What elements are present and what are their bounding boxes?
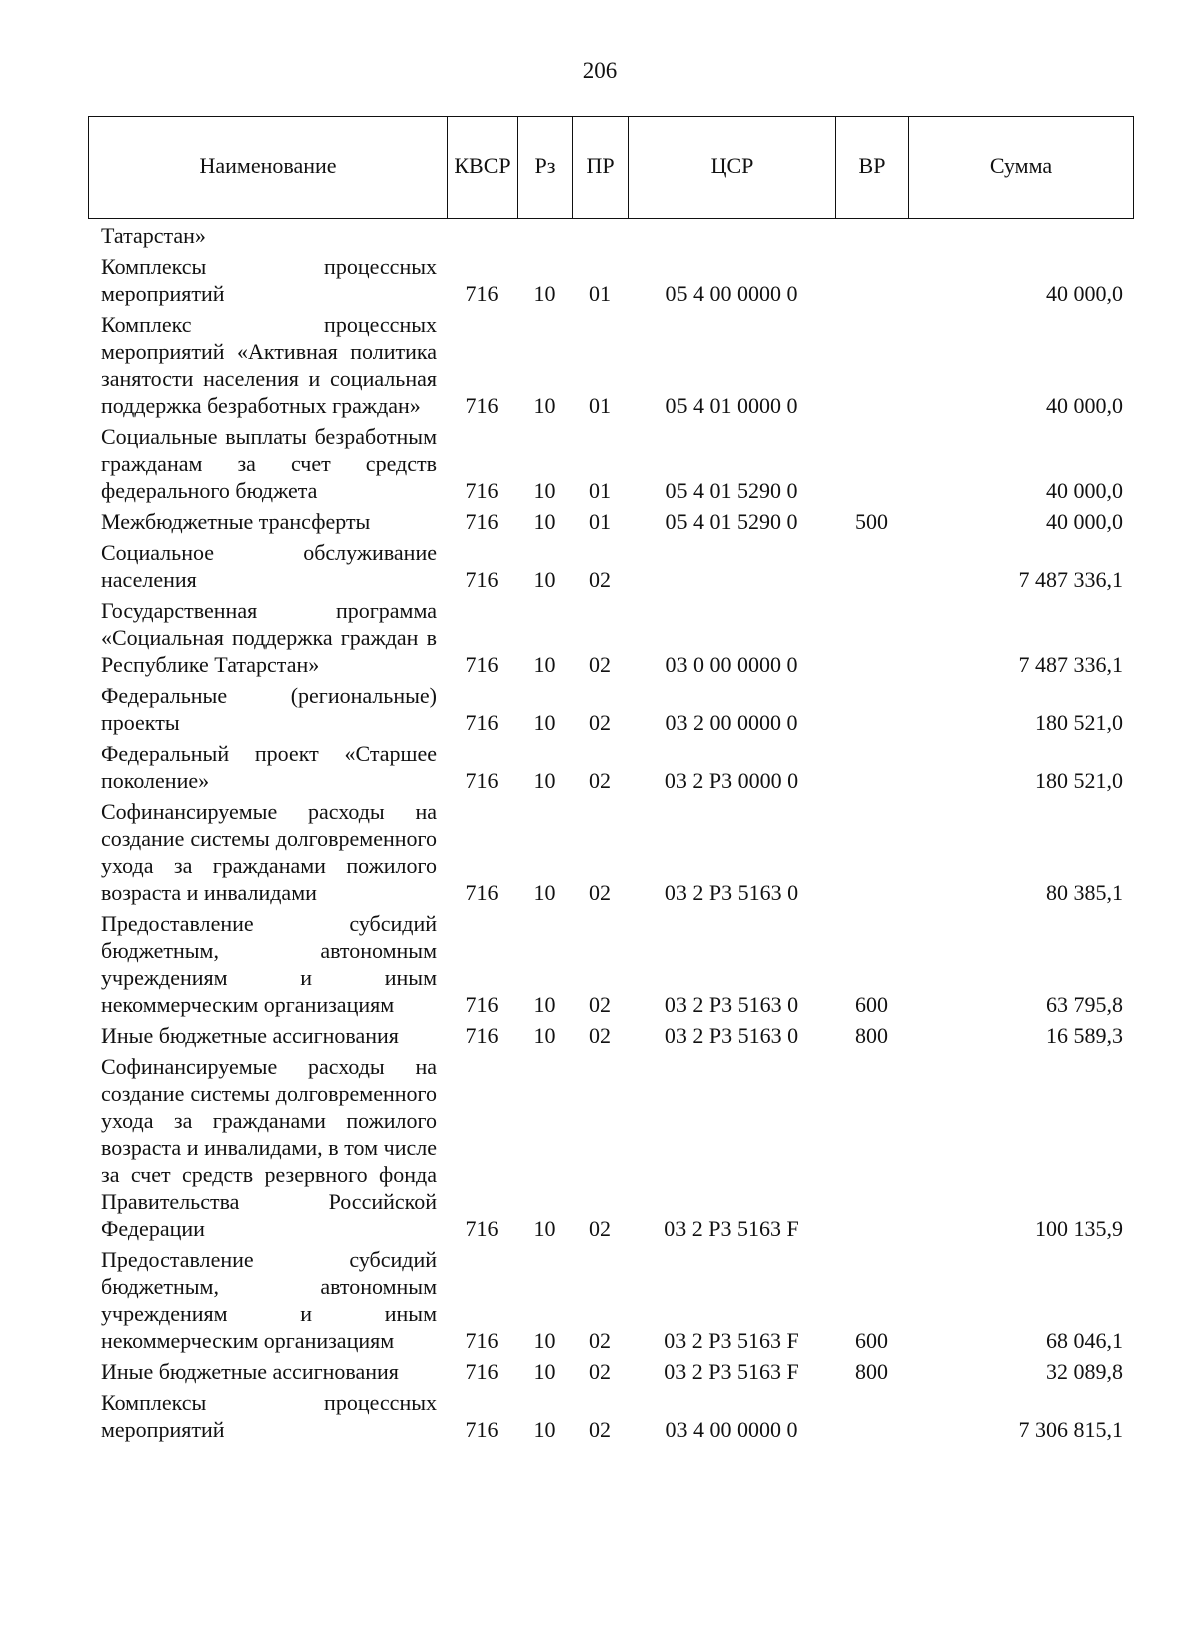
cell-kvsr: 716 bbox=[465, 710, 499, 735]
cell-sum: 7 487 336,1 bbox=[1018, 652, 1123, 677]
cell-csr: 03 2 P3 5163 F bbox=[664, 1359, 799, 1384]
cell-pr: 02 bbox=[589, 880, 611, 905]
cell-kvsr: 716 bbox=[465, 1216, 499, 1241]
cell-kvsr: 716 bbox=[465, 567, 499, 592]
cell-rz: 10 bbox=[533, 478, 556, 503]
cell-vr bbox=[835, 1389, 908, 1447]
cell-csr bbox=[628, 222, 835, 253]
cell-name bbox=[88, 740, 447, 798]
row-name-text: Предоставление субсидий бюджетным, автономным учреждениям и иным некоммерческим организациям bbox=[101, 911, 437, 1017]
cell-kvsr: 716 bbox=[465, 281, 499, 306]
table-row bbox=[88, 597, 1133, 682]
table-row bbox=[88, 539, 1133, 597]
cell-kvsr: 716 bbox=[465, 478, 499, 503]
cell-sum bbox=[908, 222, 1133, 253]
cell-csr: 05 4 01 5290 0 bbox=[665, 509, 798, 534]
cell-rz: 10 bbox=[533, 768, 556, 793]
table-row bbox=[88, 253, 1133, 311]
table-row bbox=[88, 1358, 1133, 1389]
header-name: Наименование bbox=[89, 117, 448, 219]
cell-vr bbox=[835, 740, 908, 798]
cell-kvsr: 716 bbox=[465, 652, 499, 677]
cell-name bbox=[88, 423, 447, 508]
cell-vr: 600 bbox=[855, 992, 888, 1017]
cell-kvsr: 716 bbox=[465, 393, 499, 418]
budget-table bbox=[88, 222, 1133, 1447]
cell-pr: 02 bbox=[589, 710, 611, 735]
cell-vr bbox=[835, 798, 908, 910]
row-name-text: Иные бюджетные ассигнования bbox=[101, 1023, 399, 1048]
row-name-text: Федеральный проект «Старшее поколение» bbox=[101, 741, 437, 793]
table-row bbox=[88, 1246, 1133, 1358]
cell-name bbox=[88, 311, 447, 423]
cell-pr: 02 bbox=[589, 1023, 611, 1048]
cell-sum: 63 795,8 bbox=[1046, 992, 1123, 1017]
header-pr: ПР bbox=[573, 117, 629, 219]
cell-kvsr: 716 bbox=[465, 880, 499, 905]
cell-vr bbox=[835, 682, 908, 740]
table-row bbox=[88, 222, 1133, 253]
cell-name bbox=[88, 1246, 447, 1358]
row-name-text: Межбюджетные трансферты bbox=[101, 509, 371, 534]
cell-name bbox=[88, 1358, 447, 1389]
row-name-text: Софинансируемые расходы на создание системы долговременного ухода за гражданами пожилого возраста и инвалидами bbox=[101, 799, 437, 905]
table-body bbox=[88, 222, 1133, 1447]
cell-name bbox=[88, 682, 447, 740]
cell-name bbox=[88, 597, 447, 682]
cell-rz: 10 bbox=[533, 880, 556, 905]
header-rz: Рз bbox=[518, 117, 573, 219]
cell-csr: 03 2 P3 5163 0 bbox=[664, 1023, 799, 1048]
cell-name bbox=[88, 798, 447, 910]
cell-sum: 7 487 336,1 bbox=[1018, 567, 1123, 592]
cell-pr: 02 bbox=[589, 652, 611, 677]
table-row bbox=[88, 740, 1133, 798]
cell-vr: 800 bbox=[855, 1023, 888, 1048]
cell-sum: 32 089,8 bbox=[1046, 1359, 1123, 1384]
header-sum: Сумма bbox=[909, 117, 1134, 219]
cell-rz: 10 bbox=[533, 567, 556, 592]
cell-csr: 03 4 00 0000 0 bbox=[665, 1417, 798, 1442]
row-name-text: Социальные выплаты безработным гражданам за счет средств федерального бюджета bbox=[101, 424, 437, 503]
row-name-text: Софинансируемые расходы на создание системы долговременного ухода за гражданами пожилого возраста и инвалидами, в том числе за счет средств резервного фонда Правительства Российской Федерации bbox=[101, 1054, 437, 1241]
cell-rz: 10 bbox=[533, 281, 556, 306]
cell-rz: 10 bbox=[533, 1216, 556, 1241]
cell-kvsr bbox=[447, 222, 517, 253]
row-name-text: Социальное обслуживание населения bbox=[101, 540, 437, 592]
cell-rz: 10 bbox=[533, 1417, 556, 1442]
cell-csr: 03 2 P3 0000 0 bbox=[664, 768, 799, 793]
cell-pr: 02 bbox=[589, 1328, 611, 1353]
cell-vr: 600 bbox=[855, 1328, 888, 1353]
cell-kvsr: 716 bbox=[465, 509, 499, 534]
header-kvsr: КВСР bbox=[448, 117, 518, 219]
table-row bbox=[88, 508, 1133, 539]
cell-csr: 05 4 01 0000 0 bbox=[665, 393, 798, 418]
cell-kvsr: 716 bbox=[465, 992, 499, 1017]
table-row bbox=[88, 1022, 1133, 1053]
cell-kvsr: 716 bbox=[465, 768, 499, 793]
cell-vr bbox=[835, 539, 908, 597]
table-row bbox=[88, 1053, 1133, 1246]
cell-sum: 180 521,0 bbox=[1035, 710, 1123, 735]
table-row bbox=[88, 311, 1133, 423]
cell-name bbox=[88, 222, 447, 253]
row-name-text: Предоставление субсидий бюджетным, автономным учреждениям и иным некоммерческим организациям bbox=[101, 1247, 437, 1353]
cell-vr bbox=[835, 311, 908, 423]
table-row bbox=[88, 682, 1133, 740]
row-name-text: Федеральные (региональные) проекты bbox=[101, 683, 437, 735]
table-row bbox=[88, 910, 1133, 1022]
cell-name bbox=[88, 1022, 447, 1053]
cell-sum: 40 000,0 bbox=[1046, 281, 1123, 306]
cell-csr: 03 0 00 0000 0 bbox=[665, 652, 798, 677]
cell-rz: 10 bbox=[533, 393, 556, 418]
cell-sum: 68 046,1 bbox=[1046, 1328, 1123, 1353]
cell-csr: 03 2 P3 5163 0 bbox=[664, 992, 799, 1017]
table-header bbox=[88, 116, 1134, 219]
cell-pr: 02 bbox=[589, 1417, 611, 1442]
cell-vr bbox=[835, 1053, 908, 1246]
cell-kvsr: 716 bbox=[465, 1328, 499, 1353]
cell-pr: 02 bbox=[589, 1216, 611, 1241]
cell-csr: 03 2 P3 5163 0 bbox=[664, 880, 799, 905]
cell-sum: 40 000,0 bbox=[1046, 393, 1123, 418]
row-name-text: Иные бюджетные ассигнования bbox=[101, 1359, 399, 1384]
cell-csr: 05 4 00 0000 0 bbox=[665, 281, 798, 306]
cell-sum: 180 521,0 bbox=[1035, 768, 1123, 793]
cell-rz: 10 bbox=[533, 509, 556, 534]
cell-name bbox=[88, 508, 447, 539]
row-name-text: Комплексы процессных мероприятий bbox=[101, 1390, 437, 1442]
cell-csr bbox=[628, 539, 835, 597]
cell-name bbox=[88, 539, 447, 597]
cell-kvsr: 716 bbox=[465, 1417, 499, 1442]
cell-pr: 02 bbox=[589, 1359, 611, 1384]
cell-pr: 01 bbox=[589, 281, 611, 306]
cell-name bbox=[88, 253, 447, 311]
table-row bbox=[88, 798, 1133, 910]
cell-pr: 01 bbox=[589, 509, 611, 534]
cell-sum: 80 385,1 bbox=[1046, 880, 1123, 905]
cell-rz: 10 bbox=[533, 710, 556, 735]
row-name-text: Комплекс процессных мероприятий «Активная политика занятости населения и социальная поддержка безработных граждан» bbox=[101, 312, 437, 418]
cell-csr: 03 2 P3 5163 F bbox=[664, 1328, 799, 1353]
cell-sum: 100 135,9 bbox=[1035, 1216, 1123, 1241]
cell-kvsr: 716 bbox=[465, 1359, 499, 1384]
cell-csr: 03 2 P3 5163 F bbox=[664, 1216, 799, 1241]
cell-rz bbox=[517, 222, 572, 253]
page-number: 206 bbox=[582, 58, 618, 83]
cell-pr: 02 bbox=[589, 992, 611, 1017]
cell-vr bbox=[835, 222, 908, 253]
cell-name bbox=[88, 1389, 447, 1447]
cell-sum: 16 589,3 bbox=[1046, 1023, 1123, 1048]
cell-pr: 02 bbox=[589, 567, 611, 592]
cell-rz: 10 bbox=[533, 1328, 556, 1353]
cell-csr: 03 2 00 0000 0 bbox=[665, 710, 798, 735]
cell-pr: 01 bbox=[589, 478, 611, 503]
cell-sum: 7 306 815,1 bbox=[1018, 1417, 1123, 1442]
header-csr: ЦСР bbox=[629, 117, 836, 219]
cell-pr bbox=[572, 222, 628, 253]
cell-vr: 500 bbox=[855, 509, 888, 534]
row-name-text: Татарстан» bbox=[101, 223, 206, 248]
cell-vr bbox=[835, 253, 908, 311]
cell-csr: 05 4 01 5290 0 bbox=[665, 478, 798, 503]
cell-rz: 10 bbox=[533, 652, 556, 677]
cell-rz: 10 bbox=[533, 992, 556, 1017]
cell-vr bbox=[835, 423, 908, 508]
cell-vr: 800 bbox=[855, 1359, 888, 1384]
row-name-text: Государственная программа «Социальная поддержка граждан в Республике Татарстан» bbox=[101, 598, 437, 677]
header-vr: ВР bbox=[836, 117, 909, 219]
cell-sum: 40 000,0 bbox=[1046, 509, 1123, 534]
cell-name bbox=[88, 1053, 447, 1246]
cell-pr: 02 bbox=[589, 768, 611, 793]
cell-vr bbox=[835, 597, 908, 682]
table-row bbox=[88, 1389, 1133, 1447]
cell-name bbox=[88, 910, 447, 1022]
cell-rz: 10 bbox=[533, 1023, 556, 1048]
cell-rz: 10 bbox=[533, 1359, 556, 1384]
row-name-text: Комплексы процессных мероприятий bbox=[101, 254, 437, 306]
table-row bbox=[88, 423, 1133, 508]
cell-sum: 40 000,0 bbox=[1046, 478, 1123, 503]
cell-kvsr: 716 bbox=[465, 1023, 499, 1048]
cell-pr: 01 bbox=[589, 393, 611, 418]
